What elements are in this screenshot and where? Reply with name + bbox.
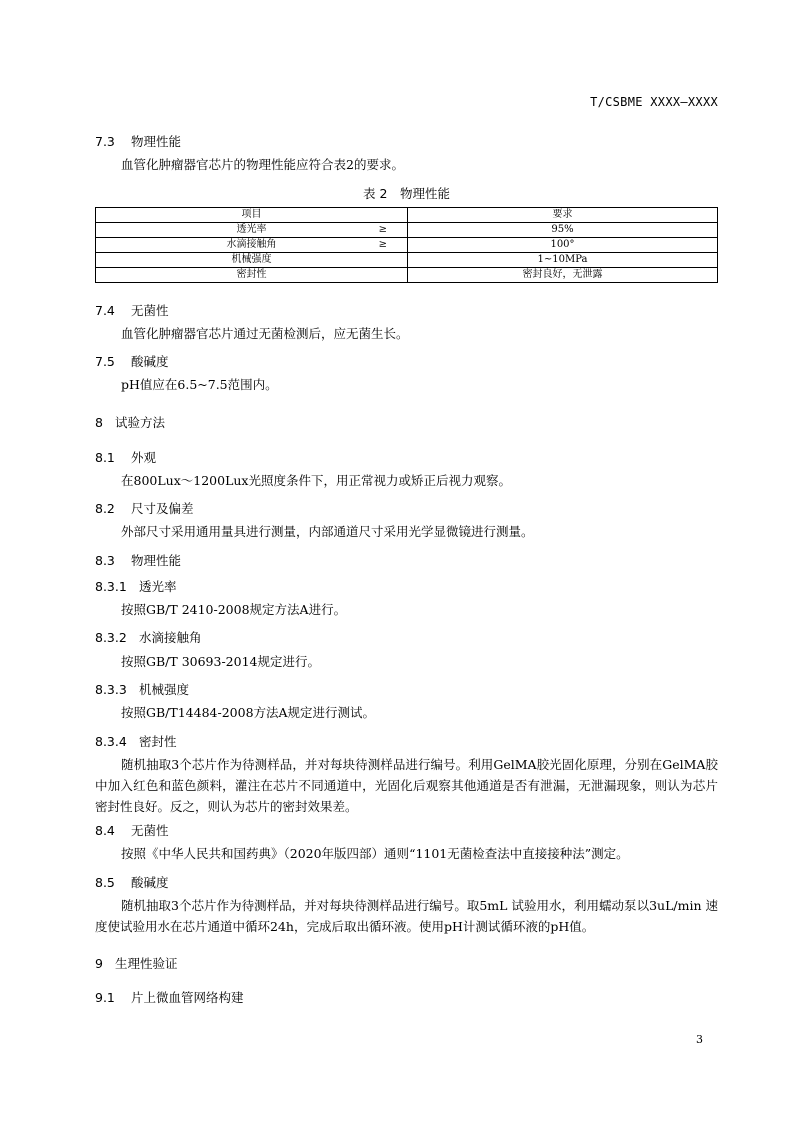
table-row	[96, 238, 718, 253]
heading-8-4: 8.4 无菌性	[95, 823, 169, 838]
para-7-3: 血管化肿瘤器官芯片的物理性能应符合表2的要求。	[121, 157, 404, 172]
table-cell: 水滴接触角 ≥	[96, 238, 408, 253]
table-row	[96, 253, 718, 268]
table-cell: 密封良好，无泄露	[408, 268, 718, 283]
heading-8-2: 8.2 尺寸及偏差	[95, 501, 194, 516]
table-cell: 透光率 ≥	[96, 223, 408, 238]
page-number: 3	[696, 1033, 703, 1046]
heading-7-4: 7.4 无菌性	[95, 303, 169, 318]
table-caption: 表 2 物理性能	[363, 186, 450, 201]
table-header-row	[96, 208, 718, 223]
para-8-2: 外部尺寸采用通用量具进行测量，内部通道尺寸采用光学显微镜进行测量。	[121, 524, 534, 539]
para-8-3-1: 按照GB/T 2410-2008规定方法A进行。	[121, 602, 347, 617]
heading-8-3-4: 8.3.4 密封性	[95, 734, 177, 749]
heading-8: 8 试验方法	[95, 415, 166, 430]
table-cell: 100°	[408, 238, 718, 253]
heading-8-1: 8.1 外观	[95, 450, 157, 465]
para-8-1: 在800Lux～1200Lux光照度条件下，用正常视力或矫正后视力观察。	[121, 473, 511, 488]
heading-9-1: 9.1 片上微血管网络构建	[95, 990, 244, 1005]
heading-8-3-2: 8.3.2 水滴接触角	[95, 630, 202, 645]
para-8-4: 按照《中华人民共和国药典》（2020年版四部）通则“1101无菌检查法中直接接种法”测定。	[121, 846, 629, 861]
table-row	[96, 268, 718, 283]
heading-8-3-3: 8.3.3 机械强度	[95, 682, 190, 697]
table-cell: 密封性	[96, 268, 408, 283]
heading-7-5: 7.5 酸碱度	[95, 354, 169, 369]
heading-8-5: 8.5 酸碱度	[95, 875, 169, 890]
heading-7-3: 7.3 物理性能	[95, 134, 182, 149]
table-row	[96, 223, 718, 238]
table-cell: 95%	[408, 223, 718, 238]
para-8-3-2: 按照GB/T 30693-2014规定进行。	[121, 654, 320, 669]
para-8-5: 随机抽取3个芯片作为待测样品，并对每块待测样品进行编号。取5mL 试验用水，利用蠕动泵以3uL/min 速度使试验用水在芯片通道中循环24h，完成后取出循环液。使用pH计测试循环液的pH值。	[95, 898, 718, 934]
standard-code: T/CSBME XXXX—XXXX	[590, 95, 718, 109]
table-header-cell: 项目	[96, 208, 408, 223]
physical-properties-table	[95, 207, 718, 283]
table-cell: 机械强度	[96, 253, 408, 268]
para-8-3-3: 按照GB/T14484-2008方法A规定进行测试。	[121, 705, 376, 720]
table-cell: 1~10MPa	[408, 253, 718, 268]
para-7-4: 血管化肿瘤器官芯片通过无菌检测后，应无菌生长。	[121, 326, 409, 341]
heading-8-3: 8.3 物理性能	[95, 553, 182, 568]
table-header-cell: 要求	[408, 208, 718, 223]
heading-8-3-1: 8.3.1 透光率	[95, 579, 177, 594]
para-7-5: pH值应在6.5~7.5范围内。	[121, 377, 278, 392]
para-8-3-4: 随机抽取3个芯片作为待测样品，并对每块待测样品进行编号。利用GelMA胶光固化原理，分别在GelMA胶中加入红色和蓝色颜料，灌注在芯片不同通道中，光固化后观察其他通道是否有泄漏，无泄漏现象，则认为芯片密封性良好。反之，则认为芯片的密封效果差。	[95, 757, 718, 814]
heading-9: 9 生理性验证	[95, 956, 178, 971]
